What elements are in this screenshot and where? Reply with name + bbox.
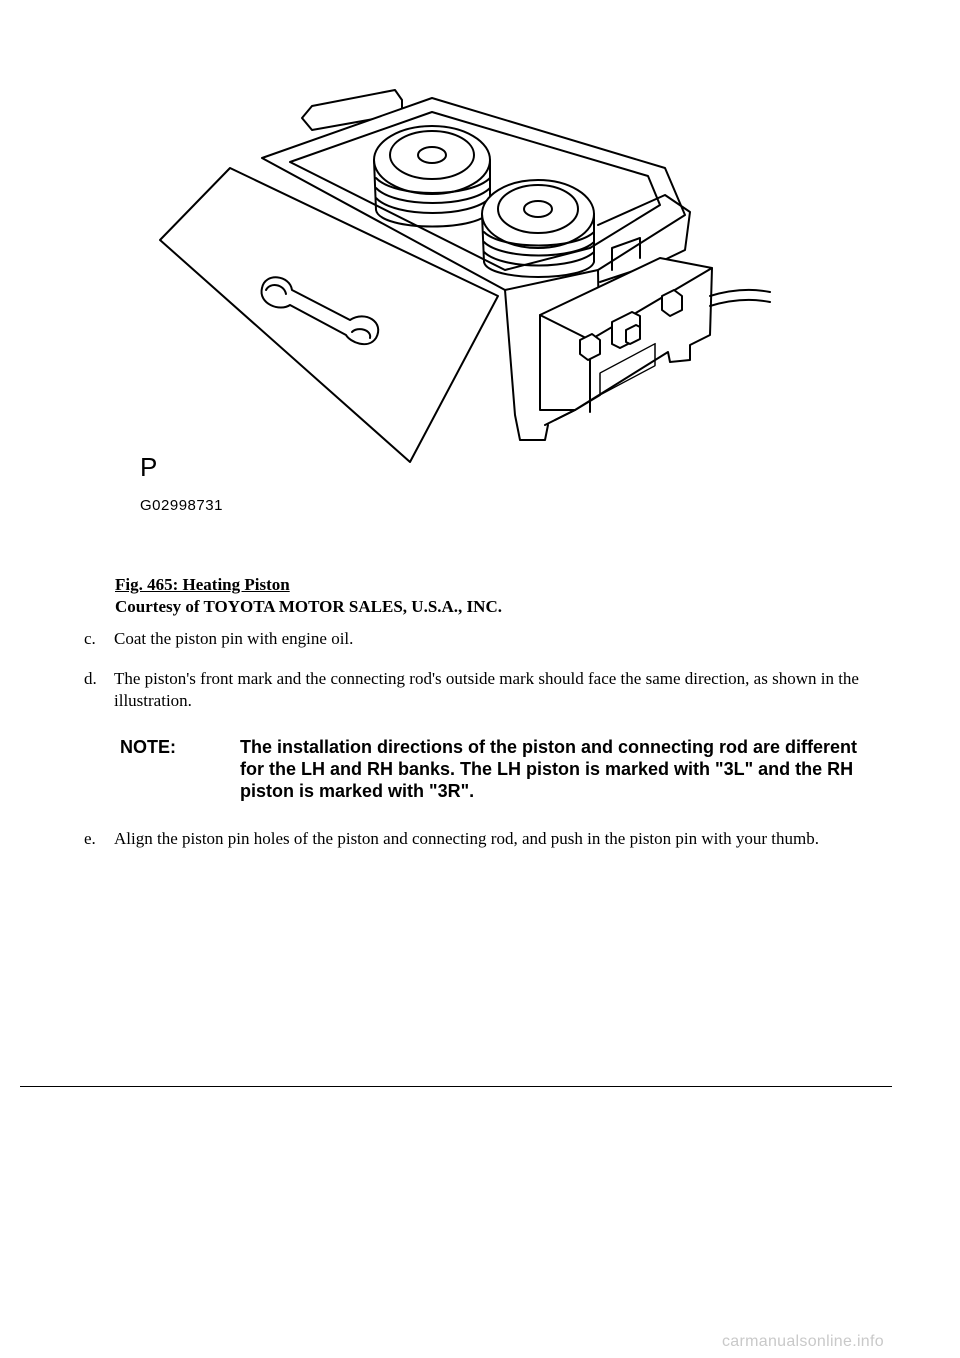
heating-piston-illustration <box>130 75 780 525</box>
step-e <box>84 828 884 850</box>
step-c <box>84 628 884 650</box>
step-letter: c. <box>84 629 96 648</box>
figure-caption <box>115 574 502 618</box>
step-text: Align the piston pin holes of the piston and connecting rod, and push in the piston pin with your thumb. <box>114 829 819 848</box>
step-letter: d. <box>84 669 97 688</box>
figure-code: G02998731 <box>140 497 223 514</box>
caption-title: Fig. 465: Heating Piston <box>115 575 290 594</box>
watermark: carmanualsonline.info <box>722 1333 884 1350</box>
step-letter: e. <box>84 829 96 848</box>
step-text: The piston's front mark and the connecting rod's outside mark should face the same direction, as shown in the illustration. <box>114 669 859 710</box>
note-text: The installation directions of the piston and connecting rod are different for the LH and RH banks. The LH piston is marked with "3L" and the RH piston is marked with "3R". <box>240 737 858 801</box>
step-d <box>84 668 884 712</box>
note-label: NOTE: <box>120 737 176 757</box>
footer-divider <box>20 1086 892 1087</box>
figure-letter: P <box>140 452 158 482</box>
caption-credit: Courtesy of TOYOTA MOTOR SALES, U.S.A., INC. <box>115 597 502 616</box>
step-text: Coat the piston pin with engine oil. <box>114 629 354 648</box>
note-block <box>120 736 880 802</box>
